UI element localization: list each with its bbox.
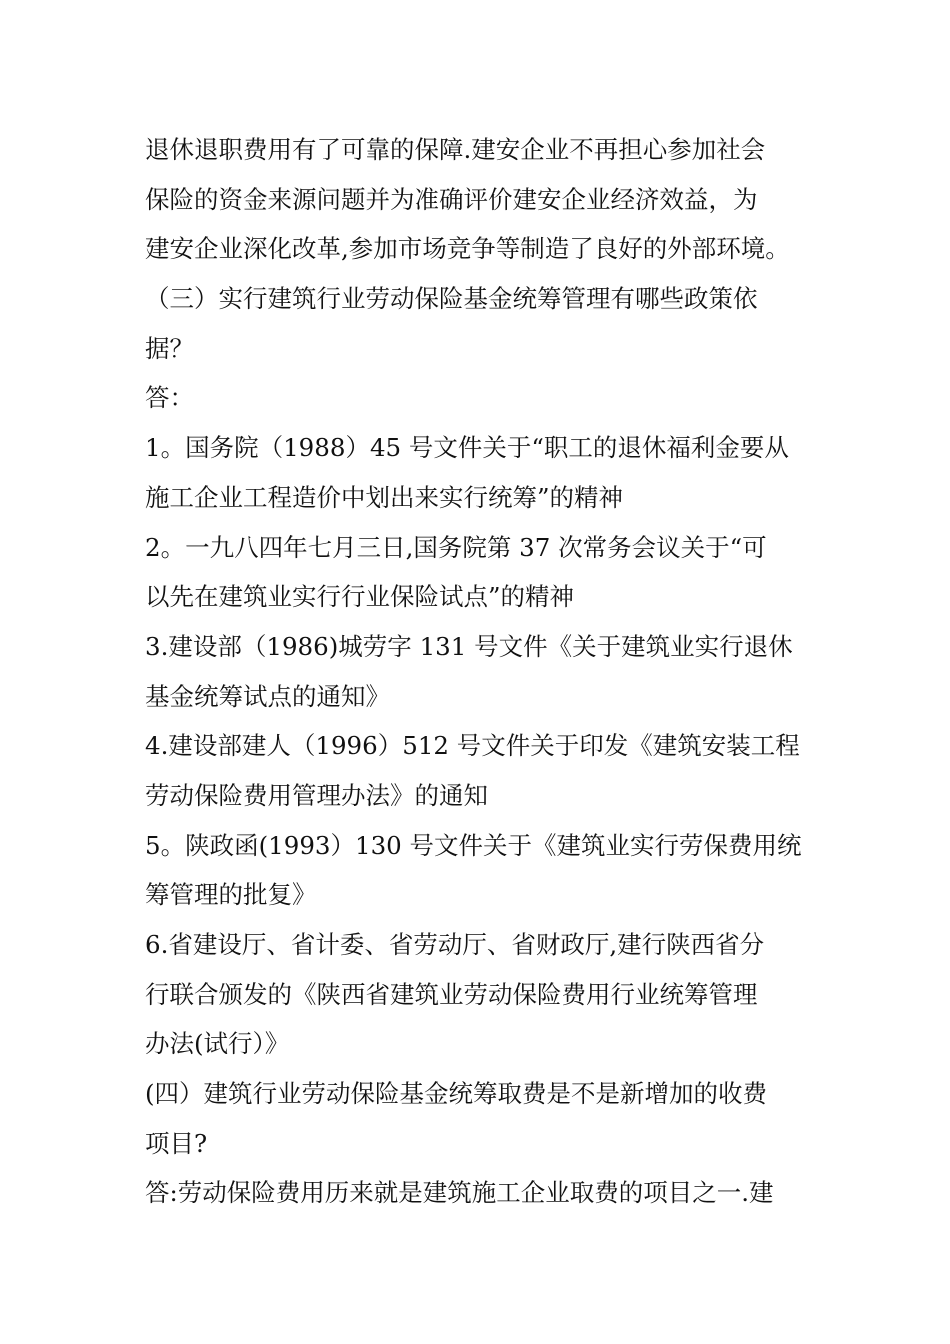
text-line: 建安企业深化改革,参加市场竞争等制造了良好的外部环境。 (145, 234, 790, 264)
section-heading-3-cont: 据？ (145, 333, 194, 363)
list-item-4: 4.建设部建人（1996）512 号文件关于印发《建筑安装工程 (145, 731, 800, 761)
text-line: 保险的资金来源问题并为准确评价建安企业经济效益，为 (145, 184, 758, 214)
section-heading-3: （三）实行建筑行业劳动保险基金统筹管理有哪些政策依 (145, 284, 758, 314)
list-item-2-cont: 以先在建筑业实行行业保险试点”的精神 (145, 582, 575, 612)
list-item-5-cont: 筹管理的批复》 (145, 880, 317, 910)
list-item-6-cont: 行联合颁发的《陕西省建筑业劳动保险费用行业统筹管理 (145, 979, 758, 1009)
text-line: 退休退职费用有了可靠的保障.建安企业不再担心参加社会 (145, 135, 766, 164)
answer-label: 答： (145, 383, 194, 413)
list-item-4-cont: 劳动保险费用管理办法》的通知 (145, 780, 488, 810)
list-item-5: 5。陕政函(1993）130 号文件关于《建筑业实行劳保费用统 (145, 830, 802, 860)
document-body (145, 125, 815, 1218)
section-heading-4: (四）建筑行业劳动保险基金统筹取费是不是新增加的收费 (145, 1079, 768, 1109)
list-item-3-cont: 基金统筹试点的通知》 (145, 681, 390, 711)
section-heading-4-cont: 项目? (145, 1128, 208, 1158)
list-item-2: 2。一九八四年七月三日,国务院第 37 次常务会议关于“可 (145, 532, 767, 562)
answer-text: 答:劳动保险费用历来就是建筑施工企业取费的项目之一.建 (145, 1178, 774, 1208)
list-item-6-cont: 办法(试行）》 (145, 1029, 290, 1059)
list-item-1-cont: 施工企业工程造价中划出来实行统筹”的精神 (145, 482, 624, 512)
list-item-6: 6.省建设厅、省计委、省劳动厅、省财政厅,建行陕西省分 (145, 930, 765, 959)
list-item-3: 3.建设部（1986)城劳字 131 号文件《关于建筑业实行退休 (145, 631, 793, 661)
list-item-1: 1。国务院（1988）45 号文件关于“职工的退休福利金要从 (145, 433, 789, 463)
